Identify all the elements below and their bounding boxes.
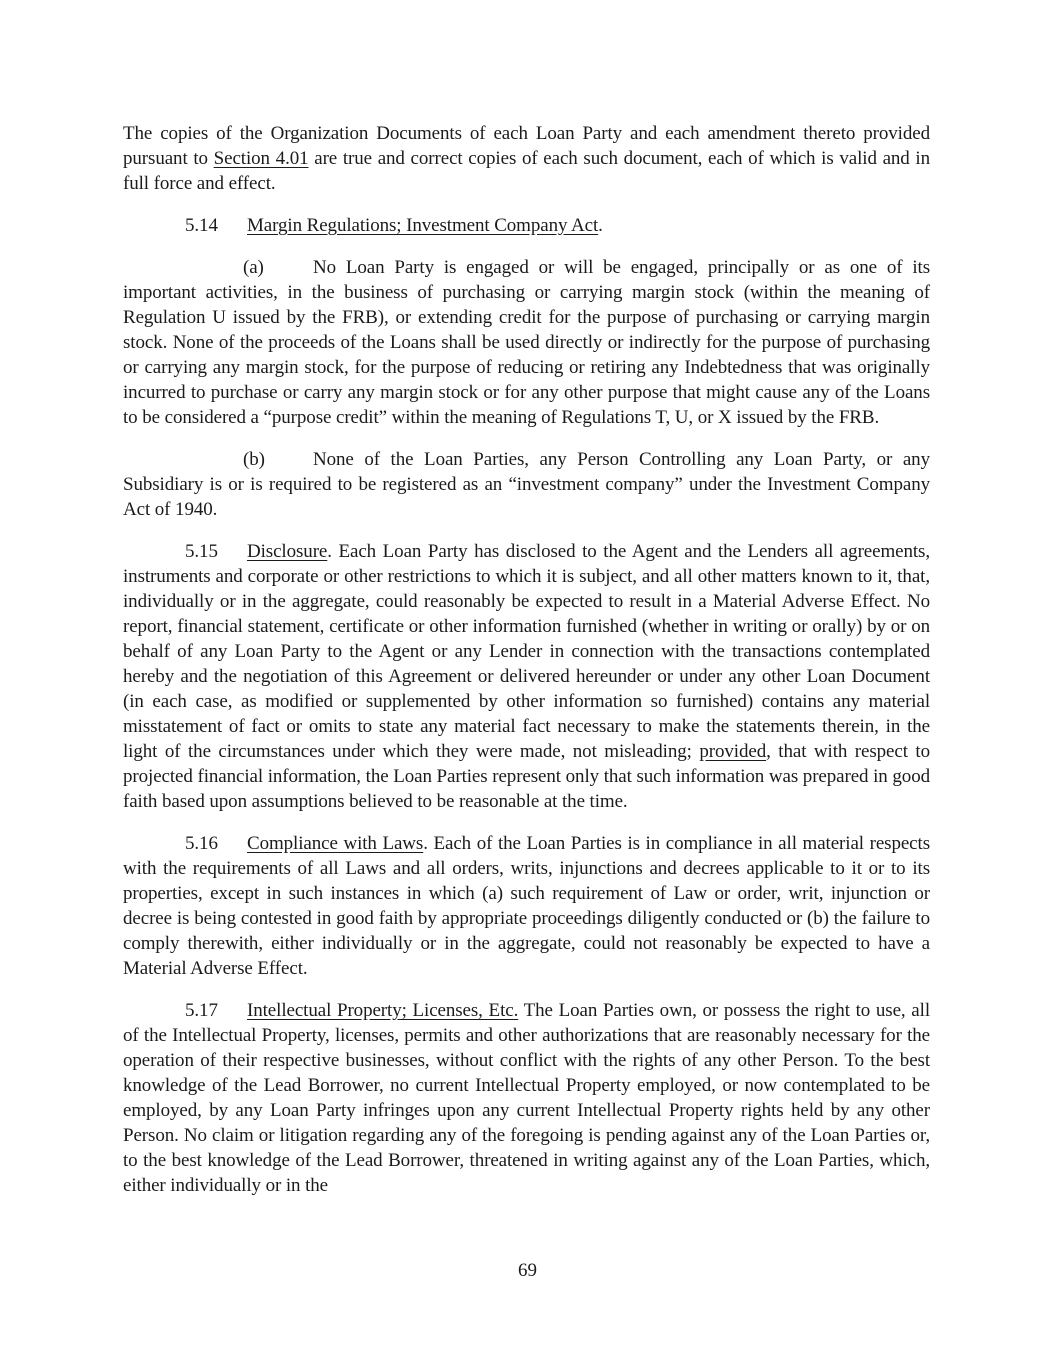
section-number: 5.14 — [185, 215, 218, 236]
subsection-label: (a) — [243, 257, 264, 278]
section-title: Intellectual Property; Licenses, Etc. — [247, 1000, 519, 1021]
document-text-column — [123, 121, 930, 1215]
section-number: 5.17 — [185, 1000, 218, 1021]
paragraph-5-14-a — [123, 255, 930, 430]
paragraph-5-15-disclosure — [123, 539, 930, 814]
text-run: None of the Loan Parties, any Person Controlling any Loan Party, or any Subsidiary is or is required to be registered as an “investment company” under the Investment Company Act of 1940. — [123, 449, 930, 520]
paragraph-5-16-compliance-with-laws — [123, 831, 930, 981]
text-run: No Loan Party is engaged or will be engaged, principally or as one of its important activities, in the business of purchasing or carrying margin stock (within the meaning of Regulation U issued by the FRB), or extending credit for the purpose of purchasing or carrying margin stock. None of the proceeds of the Loans shall be used directly or indirectly for the purpose of purchasing or carrying any margin stock, for the purpose of reducing or retiring any Indebtedness that was originally incurred to purchase or carry any margin stock or for any other purpose that might cause any of the Loans to be considered a “purpose credit” within the meaning of Regulations T, U, or X issued by the FRB. — [123, 257, 930, 428]
heading-5-14 — [123, 213, 930, 238]
section-title: Compliance with Laws — [247, 833, 424, 854]
paragraph-organization-documents — [123, 121, 930, 196]
section-number: 5.16 — [185, 833, 218, 854]
text-run: , that with respect to projected financial information, the Loan Parties represent only that such information was prepared in good faith based upon assumptions believed to be reasonable at the time. — [123, 741, 930, 812]
section-title: Disclosure — [247, 541, 328, 562]
text-run: . Each Loan Party has disclosed to the Agent and the Lenders all agreements, instruments and corporate or other restrictions to which it is subject, and all other matters known to it, that, individually or in the aggregate, could reasonably be expected to result in a Material Adverse Effect. No report, financial statement, certificate or other information furnished (whether in writing or orally) by or on behalf of any Loan Party to the Agent or any Lender in connection with the transactions contemplated hereby and the negotiation of this Agreement or delivered hereunder or under any other Loan Document (in each case, as modified or supplemented by other information so furnished) contains any material misstatement of fact or omits to state any material fact necessary to make the statements therein, in the light of the circumstances under which they were made, not misleading; — [123, 541, 930, 762]
text-run: . Each of the Loan Parties is in compliance in all material respects with the requirements of all Laws and all orders, writs, injunctions and decrees applicable to it or to its properties, except in such instances in which (a) such requirement of Law or order, writ, injunction or decree is being contested in good faith by appropriate proceedings diligently conducted or (b) the failure to comply therewith, either individually or in the aggregate, could not reasonably be expected to have a Material Adverse Effect. — [123, 833, 930, 979]
section-ref: Section 4.01 — [213, 148, 309, 169]
paragraph-5-17-intellectual-property — [123, 998, 930, 1198]
text-run: The Loan Parties own, or possess the right to use, all of the Intellectual Property, licenses, permits and other authorizations that are reasonably necessary for the operation of their respective businesses, without conflict with the rights of any other Person. To the best knowledge of the Lead Borrower, no current Intellectual Property employed, or now contemplated to be employed, by any Loan Party infringes upon any current Intellectual Property rights held by any other Person. No claim or litigation regarding any of the foregoing is pending against any of the Loan Parties or, to the best knowledge of the Lead Borrower, threatened in writing against any of the Loan Parties, which, either individually or in the — [123, 1000, 930, 1196]
section-number: 5.15 — [185, 541, 218, 562]
provided-term: provided — [699, 741, 767, 762]
page-number: 69 — [518, 1260, 537, 1281]
subsection-label: (b) — [243, 449, 265, 470]
section-title-period: . — [598, 215, 603, 236]
text-run: The copies of the Organization Documents of each Loan Party and each amendment thereto provided pursuant to — [123, 123, 930, 169]
text-run: are true and correct copies of each such document, each of which is valid and in full force and effect. — [123, 148, 930, 194]
paragraph-5-14-b — [123, 447, 930, 522]
section-title: Margin Regulations; Investment Company Act — [247, 215, 599, 236]
